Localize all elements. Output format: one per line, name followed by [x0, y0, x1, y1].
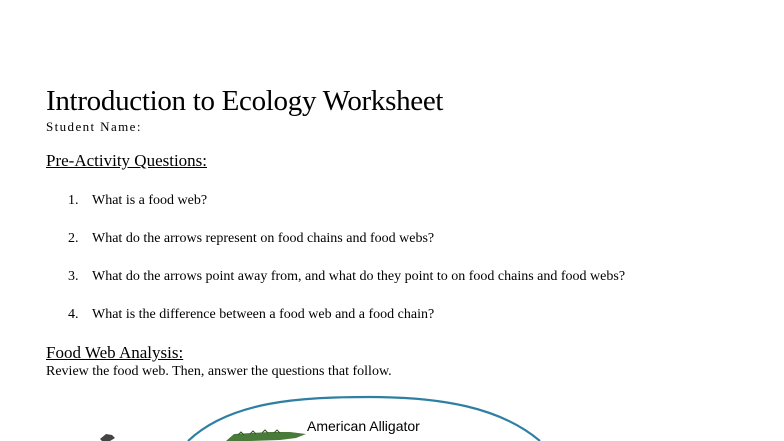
question-number: 1.	[68, 193, 79, 208]
food-web-analysis-heading: Food Web Analysis:	[46, 343, 184, 362]
question-number: 4.	[68, 307, 79, 322]
question-item	[68, 269, 625, 285]
worksheet-title: Introduction to Ecology Worksheet	[46, 85, 444, 117]
question-number: 2.	[68, 231, 79, 246]
american-alligator-label: American Alligator	[307, 418, 420, 434]
alligator-icon	[226, 430, 306, 441]
analysis-instructions: Review the food web. Then, answer the questions that follow.	[46, 364, 392, 379]
food-web-figure	[0, 385, 784, 441]
question-text: What is the difference between a food web and a food chain?	[92, 307, 435, 322]
small-animal-icon	[100, 434, 115, 441]
question-item	[68, 307, 434, 323]
pre-activity-heading: Pre-Activity Questions:	[46, 151, 208, 170]
question-number: 3.	[68, 269, 79, 284]
question-text: What do the arrows point away from, and what do they point to on food chains and food webs?	[92, 269, 626, 284]
question-text: What is a food web?	[92, 193, 208, 208]
question-item	[68, 231, 434, 247]
question-text: What do the arrows represent on food chains and food webs?	[92, 231, 435, 246]
question-item	[68, 193, 207, 209]
student-name-label: Student Name:	[46, 119, 142, 134]
